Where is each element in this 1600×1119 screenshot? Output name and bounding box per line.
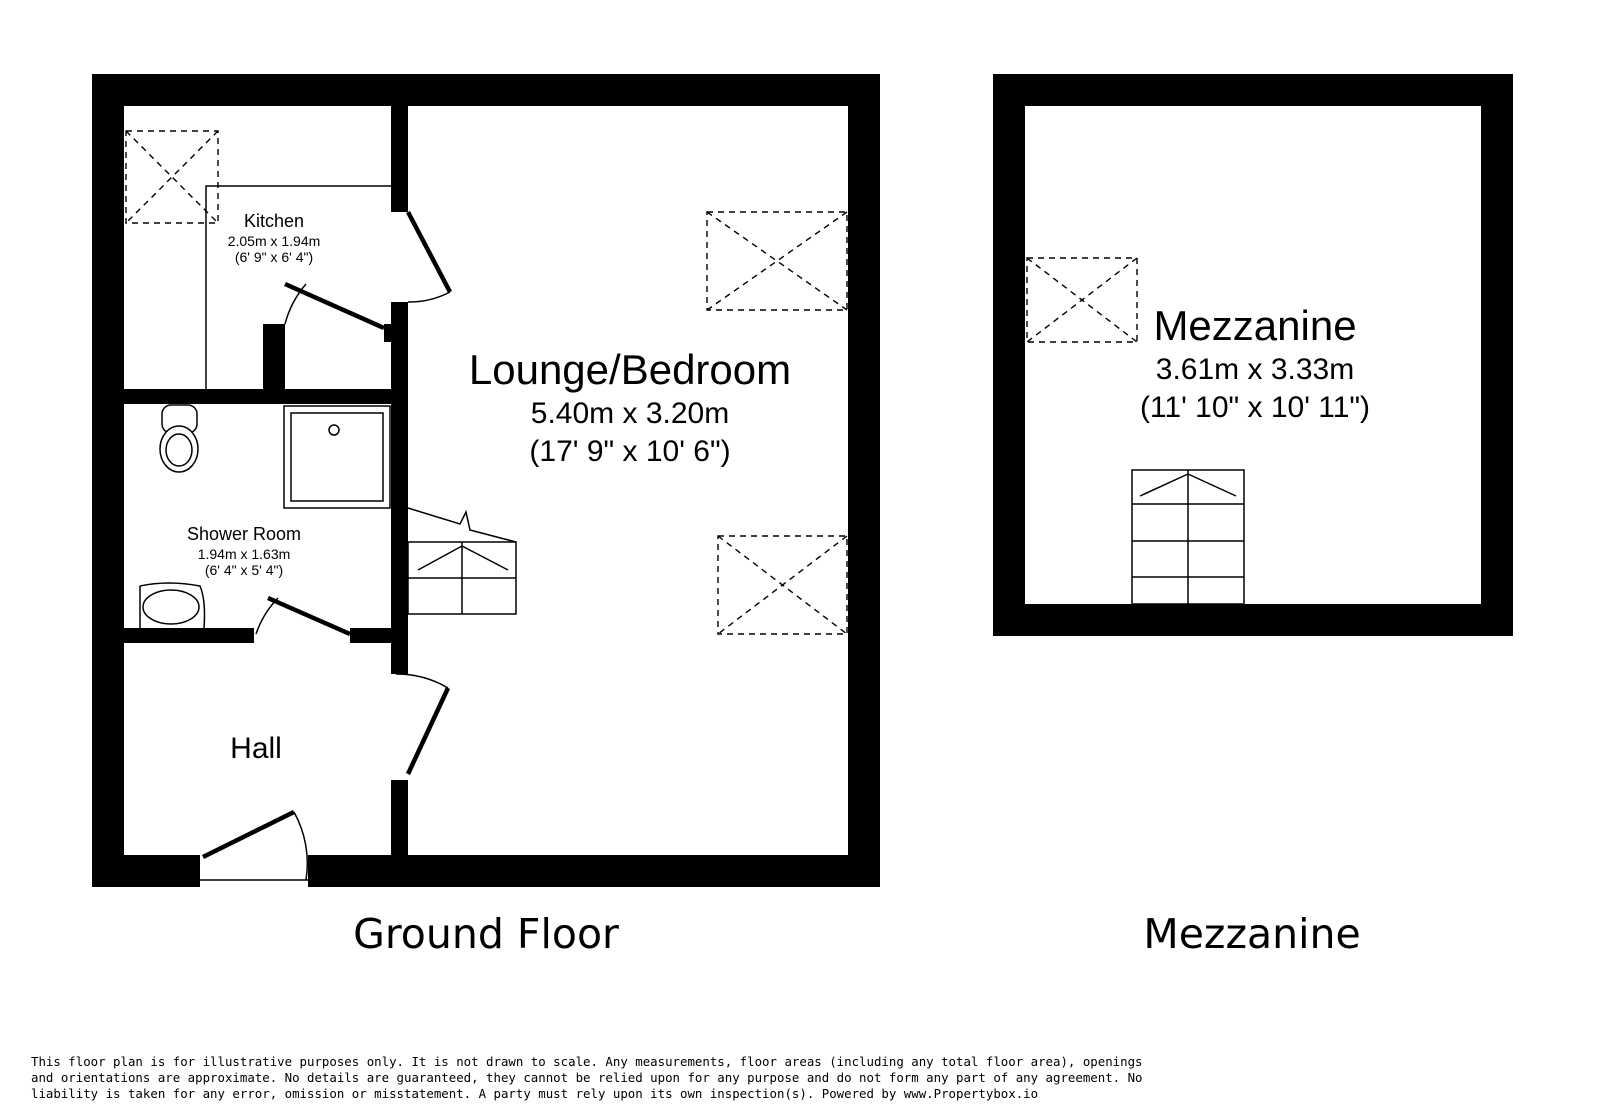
lounge-label	[469, 345, 791, 471]
kitchen-metric: 2.05m x 1.94m	[227, 232, 321, 249]
lounge-name: Lounge/Bedroom	[468, 346, 792, 393]
shower-room-imperial: (6' 4" x 5' 4")	[204, 562, 284, 579]
lounge-imperial: (17' 9" x 10' 6")	[529, 435, 731, 468]
mezzanine-imperial: (11' 10" x 10' 11")	[1139, 391, 1371, 424]
skylight-icon	[707, 212, 847, 310]
ground-floor-title: Ground Floor	[353, 910, 619, 958]
door-swing-icon	[285, 284, 384, 328]
door-swing-icon	[256, 598, 350, 634]
skylight-icon	[126, 131, 218, 223]
shower-room-name: Shower Room	[186, 524, 302, 544]
mezzanine-metric: 3.61m x 3.33m	[1155, 353, 1355, 386]
mezzanine-name: Mezzanine	[1153, 302, 1357, 349]
skylight-icon	[718, 536, 847, 634]
kitchen-imperial: (6' 9" x 6' 4")	[234, 249, 314, 266]
shower-room-metric: 1.94m x 1.63m	[197, 545, 291, 562]
skylight-icon	[1027, 258, 1137, 342]
shower-tray-icon	[284, 406, 390, 508]
door-swing-icon	[200, 812, 308, 880]
disclaimer-text: This floor plan is for illustrative purposes only. It is not drawn to scale. Any measurements, floor areas (including any total floor area), openings and orientations are approximate. No details are guaranteed, they cannot be relied upon for any purpose and do not form any part of any agreement. No liability is taken for any error, omission or misstatement. A party must rely upon its own inspection(s). Powered by www.Propertybox.io	[31, 1054, 1143, 1101]
kitchen-name: Kitchen	[243, 211, 305, 231]
mezzanine-room-label	[1140, 301, 1370, 427]
mezzanine-floor-title: Mezzanine	[1143, 910, 1361, 958]
basin-icon	[140, 583, 205, 628]
toilet-icon	[160, 405, 198, 472]
kitchen-label	[228, 211, 321, 266]
hall-label	[230, 731, 282, 767]
shower-room-label	[187, 524, 301, 579]
lounge-metric: 5.40m x 3.20m	[530, 397, 730, 430]
door-swing-icon	[408, 212, 450, 302]
door-swing-icon	[396, 674, 448, 774]
staircase-icon	[1132, 470, 1244, 604]
hall-name: Hall	[230, 732, 282, 765]
staircase-icon	[408, 508, 516, 614]
ground-floor-walls	[92, 74, 880, 887]
